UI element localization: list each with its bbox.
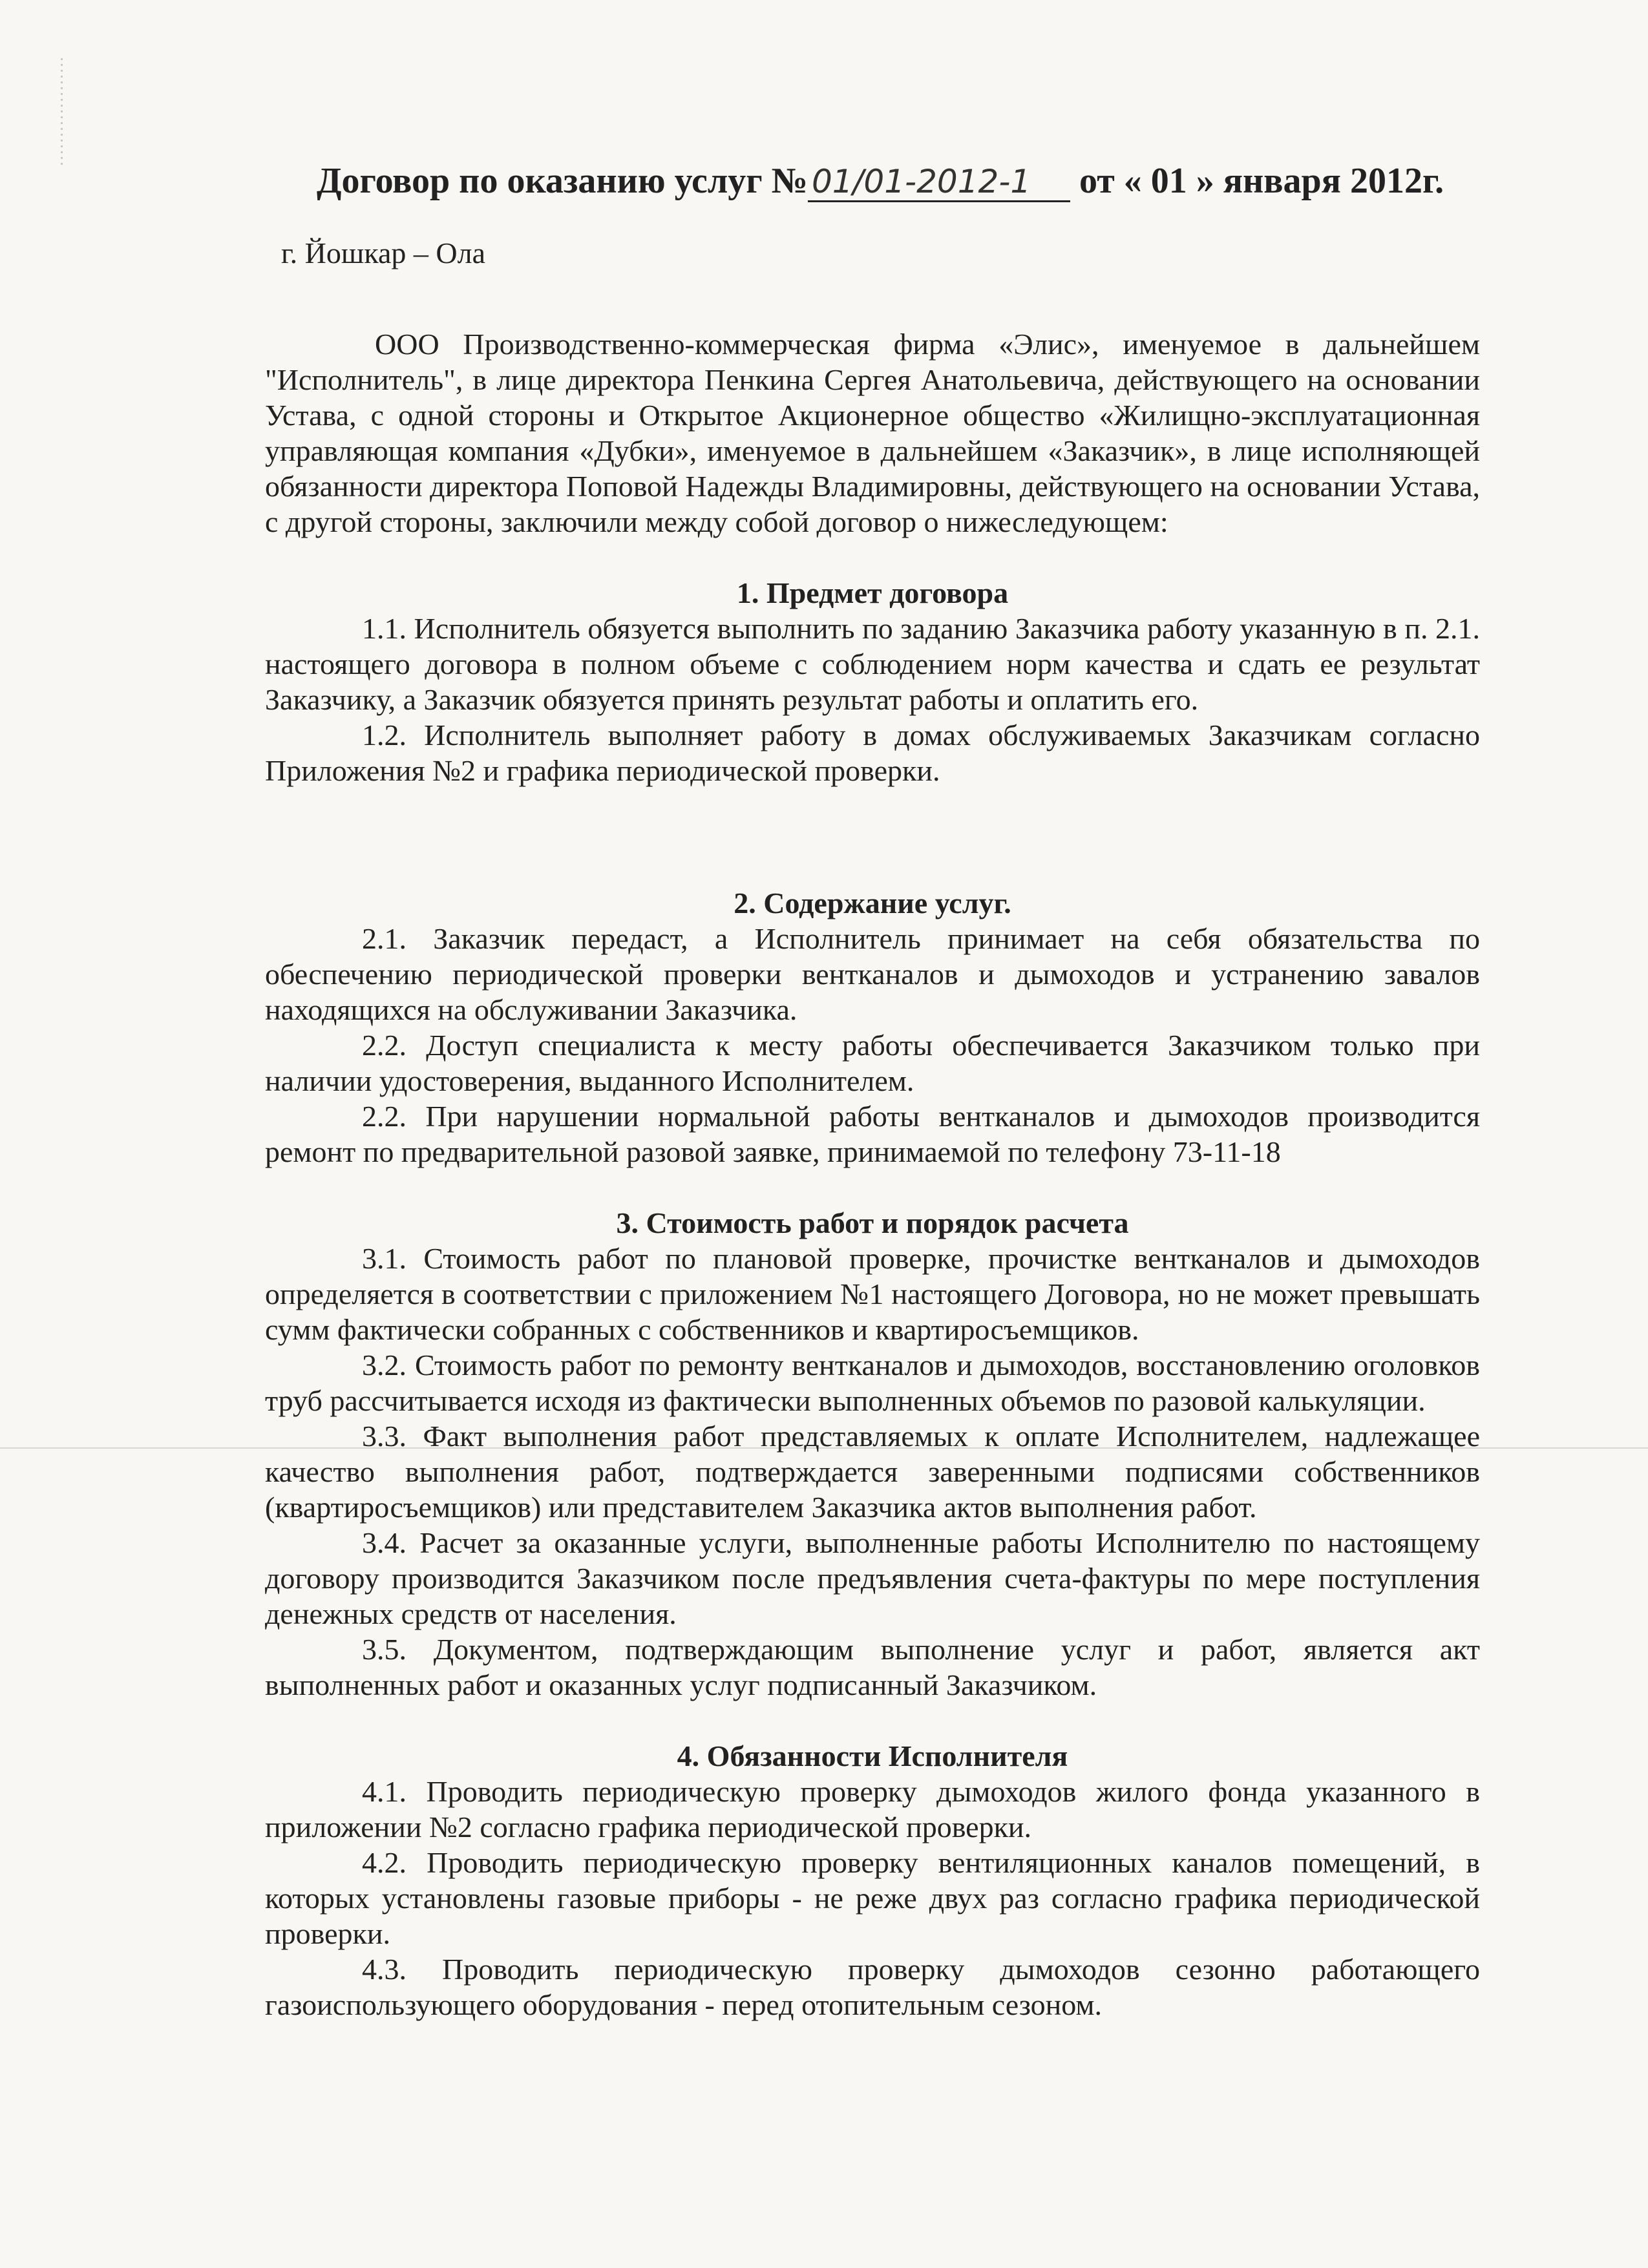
clause: 3.1. Стоимость работ по плановой проверке, прочистке вентканалов и дымоходов определяется в соответствии с приложением №1 настоящего Договора, но не может превышать сумм фактически собранных с собственников и квартиросъемщиков. bbox=[265, 1242, 1480, 1346]
title-date: от « 01 » января 2012г. bbox=[1079, 161, 1444, 201]
section-title: 3. Стоимость работ и порядок расчета bbox=[616, 1206, 1129, 1239]
clause: 3.5. Документом, подтверждающим выполнение услуг и работ, является акт выполненных работ и оказанных услуг подписанный Заказчиком. bbox=[265, 1633, 1480, 1701]
clause: 2.2. При нарушении нормальной работы вентканалов и дымоходов производится ремонт по предварительной разовой заявке, принимаемой по телефону 73-11-18 bbox=[265, 1100, 1480, 1168]
clause: 1.2. Исполнитель выполняет работу в домах обслуживаемых Заказчикам согласно Приложения №2 и графика периодической проверки. bbox=[265, 719, 1480, 787]
clause: 4.3. Проводить периодическую проверку дымоходов сезонно работающего газоиспользующего оборудования - перед отопительным сезоном. bbox=[265, 1953, 1480, 2021]
contract-body bbox=[265, 326, 1480, 2022]
contract-title bbox=[317, 160, 1512, 202]
intro-paragraph: ООО Производственно-коммерческая фирма «Элис», именуемое в дальнейшем "Исполнитель", в лице директора Пенкина Сергея Анатольевича, действующего на основании Устава, с одной стороны и Открытое Акционерное общество «Жилищно-эксплуатационная управляющая компания «Дубки», именуемое в дальнейшем «Заказчик», в лице исполняющей обязанности директора Поповой Надежды Владимировны, действующего на основании Устава, с другой стороны, заключили между собой договор о нижеследующем: bbox=[265, 328, 1480, 538]
section-title: 1. Предмет договора bbox=[736, 576, 1009, 609]
clause: 4.1. Проводить периодическую проверку дымоходов жилого фонда указанного в приложении №2 согласно графика периодической проверки. bbox=[265, 1775, 1480, 1843]
clause: 3.4. Расчет за оказанные услуги, выполненные работы Исполнителю по настоящему договору производится Заказчиком после предъявления счета-фактуры по мере поступления денежных средств от населения. bbox=[265, 1526, 1480, 1630]
clause: 3.2. Стоимость работ по ремонту вентканалов и дымоходов, восстановлению оголовков труб рассчитывается исходя из фактически выполненных объемов по разовой калькуляции. bbox=[265, 1349, 1480, 1417]
clause: 3.3. Факт выполнения работ представляемых к оплате Исполнителем, надлежащее качество выполнения работ, подтверждается заверенными подписями собственников (квартиросъемщиков) или представителем Заказчика актов выполнения работ. bbox=[265, 1420, 1480, 1524]
title-prefix: Договор по оказанию услуг № bbox=[317, 161, 808, 201]
clause: 2.1. Заказчик передаст, а Исполнитель принимает на себя обязательства по обеспечению периодической проверки вентканалов и дымоходов и устранению завалов находящихся на обслуживании Заказчика. bbox=[265, 922, 1480, 1026]
section-title: 4. Обязанности Исполнителя bbox=[677, 1739, 1068, 1772]
clause: 4.2. Проводить периодическую проверку вентиляционных каналов помещений, в которых установлены газовые приборы - не реже двух раз согласно графика периодической проверки. bbox=[265, 1846, 1480, 1950]
city: г. Йошкар – Ола bbox=[281, 236, 485, 269]
clause: 1.1. Исполнитель обязуется выполнить по заданию Заказчика работу указанную в п. 2.1. настоящего договора в полном объеме с соблюдением норм качества и сдать ее результат Заказчику, а Заказчик обязуется принять результат работы и оплатить его. bbox=[265, 612, 1480, 716]
section-title: 2. Содержание услуг. bbox=[734, 887, 1011, 919]
contract-number: 01/01-2012-1 bbox=[808, 163, 1070, 202]
clause: 2.2. Доступ специалиста к месту работы обеспечивается Заказчиком только при наличии удостоверения, выданного Исполнителем. bbox=[265, 1029, 1480, 1097]
scan-edge-mark bbox=[61, 58, 63, 168]
